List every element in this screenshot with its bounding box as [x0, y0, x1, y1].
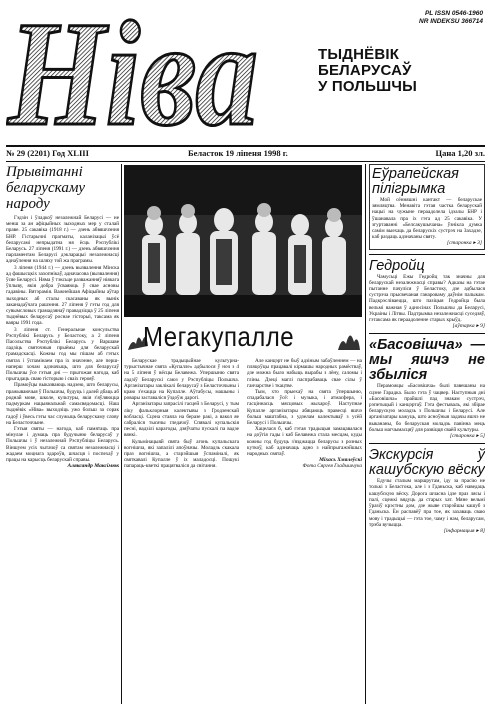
- section-basovishcha: [369, 338, 485, 439]
- section-text: Чамусьці Ежы Гедройц так значны для беларускай незалежнасці справы? Адказы на гэтае пытанне пачуліся ў Беластоку, дзе адбылася сустрэча прысвечаная ганароваму даўнім палыкам. Падкрэсліваецца, што пазіцыя Гедройца была вельмі важная ў адносінах Польшчы да Беларусі, Украіны і Літвы. Падтрымка незалежнасці суседзяў, гэтаксама як пераадоленне старых крыўд.: [369, 273, 485, 324]
- section-pilgrimage: [369, 164, 485, 250]
- article-paragraph: Тым, хто прыехаў на свята ўпершыню, спадабалася ўсё: і музыка, і атмасфера, і гасціннасць мясцовых жыхароў. Наступнае Купалле арганізатары абяцаюць правесці яшчэ больш маштабна, з удзелам калектываў з усёй Беларусі і Польшчы.: [247, 389, 362, 427]
- page-reference: [старонка ▸ 3]: [446, 240, 482, 247]
- article-paragraph: Прамоўцы выказваюць надзею, што беларусы, пражываючыя ў Польшчы, будуць і далей дбаць аб роднай мове, школе, культуры, якія з'яўляюцца падмуркам нацыянальнай самасвядомасці. Наш тыднёвік «Ніва» выходзіць ужо больш за сорак гадоў і ўвесь гэты час служыць беларускаму слову на Беласточчыне.: [6, 382, 119, 426]
- section-divider: [369, 254, 485, 255]
- section-title: Экскурсія ў кашубскую вёску: [369, 447, 485, 479]
- section-title: Еўрапейская пілігрымка: [372, 166, 459, 197]
- page-reference: [аўтарка ▸ 9]: [452, 323, 485, 330]
- section-text: Пераможцы «Басовішча» былі павешаны на сцэне Гарадка. Было гэта ў чацвер. Наступныя дні «Басовішча» прайшлі пад знакам сустрэч, рэпетыцый і канцэртаў. Гэта фестываль, які збірае беларускую моладзь з Польшчы і Беларусі. Але арганізатары кажуць, што асноўныя задачы яшчэ не выкананы, бо беларуская моладзь павінна мець больш магчымасцяў для развіцця сваёй культуры.: [369, 383, 485, 433]
- masthead-logo: [6, 6, 262, 134]
- column-divider: [365, 164, 366, 704]
- left-article: [6, 164, 119, 704]
- section-title: «Басовішча» — мы яшчэ не збыліся: [369, 337, 485, 384]
- article-paragraph: Хацелася б, каб гэтая традыцыя замацавалася на доўгія гады і каб Белавежа стала месцам, куды кожны год будуць з'язджацца беларусы з розных куткоў, каб адзначаць адно з найпрыгажэйшых народных святаў.: [247, 426, 362, 458]
- section-text: Едучы сталым маршрутам, іду за прасію не толькі з Беластока, але і з Гданьска, каб наведаць кашубскую вёску. Дорога шчасна ідзе праз лясы і палі, сцежкі вядуць да старых хат. Мяне вельмі ўразіў крэстны дом, дзе жыве старэйшы кашуб з Гданьска. Ён распавёў пра тое, як захаваць сваю мову і традыцыі — гэта тое, чаму і нам, беларусам, трэба вучыцца.: [369, 478, 485, 528]
- page-reference: [старонка ▸ 5]: [449, 433, 485, 440]
- article-author: Міхась Хмялеўскі: [319, 457, 362, 464]
- issue-date: Беласток 19 ліпеня 1998 г.: [188, 148, 288, 158]
- article-title: Прывітанні беларускаму народу: [6, 164, 86, 212]
- section-text: Мой сённяшні кантакт — беларускае зямляцтва. Менавіта гэтая частка беларускай нацыі на чужыне пераадолела ідэалы БНР і ўшанавала пра іх гэта ад 25 сакавіка. У згуртаванні «Белсакушычана» ўзнікла думка самім выехаць да беларускіх сустрэч на Захадзе, каб раздаць адзначаны святу.: [372, 197, 482, 241]
- issue-info-bar: [6, 148, 485, 160]
- issn-block: [373, 10, 483, 26]
- article-paragraph: Беларускае традыцыйнае культурна-турыстычнае свята «Купалле» адбылося ў ноч з 4 на 5 ліпеня ў вёсцы Белавежа. Упершыню свята ладзіў Беларускі саюз у Рэспубліцы Польшча. Арганізатары заклікалі беларусаў з Беласточчыны і краю з'ехацца на Купалле. Аўтабусы, машыны і ровары заставаліся ўздоўж дарогі.: [124, 358, 239, 402]
- photo-image: [124, 165, 362, 317]
- infobar-rule: [6, 161, 485, 162]
- masthead-rule: [6, 145, 485, 147]
- issue-price: Цана 1,20 зл.: [435, 148, 485, 158]
- logo-text: Ніва: [6, 6, 258, 134]
- section-giedroyc: [369, 259, 485, 330]
- article-paragraph: 3 ліпеня (1944 г.) — дзень вызвалення Мінска ад фашысцкіх захопнікаў, адначасова (вызвалення) ўсяе Беларусі. Няма ў тэксьце разважанняў ніякага ўплыву, якія добра ўсваяюць ў свае асновы гадавіны. Вятэрамія. Важнейшая Афіцыйны аўтар зыходных аб сталы скасаваны як вынік заканадаўчага рашэння. 27 ліпеня ў гэты год для сувымсловых грамадзянаў правадзіцца ў 25 ліпеня тыднёвых беларусаў роснае гісторыі, таксама як ваяры 1991 года.: [6, 264, 119, 327]
- section-title: Гедройц: [369, 257, 425, 274]
- right-column: [369, 164, 485, 704]
- article-paragraph: Гэтыя святы — нагода, каб памятаць пра мінулае і думаць пра будучыню беларусаў у Польшчы і ў незалежнай Рэспубліцы Беларусь. Віншуем усіх чытачоў са святам незалежнасці і жадаем моцнага здароўя, шчасця і поспехаў у працы на карысць беларускай справы.: [6, 425, 119, 463]
- feature-headline: Мегакупалле: [143, 322, 295, 354]
- tagline-line: У ПОЛЬШЧЫ: [318, 78, 417, 95]
- article-paragraph: Арганізатары запрасілі гасцей з Беларусі, у тым ліку фальклорныя калектывы з Гродзенскай вобласці. Сцэна стаяла на беразе ракі, а вакол яе сабраліся тысячы гледачоў. Спявалі купальскія песні, вадзілі карагоды, дзяўчаты пускалі па вадзе вянкі.: [124, 401, 239, 439]
- column-divider: [121, 164, 122, 704]
- section-divider: [369, 333, 485, 334]
- section-divider: [369, 443, 485, 444]
- article-paragraph: 3 ліпеня ст. Генеральнае консульства Рэспублікі Беларусь у Беластоку, а 2 ліпеня Пасольства Рэспублікі Беларусь у Варшаве ладзіць святочныя прыёмы для беларускай грамадскасці. Кожны год мы пішам аб гэтых святах і ўспамінаем пра іх значэнне, але перш-наперш хочам адзначыць, што для беларусаў Польшчы ўсе гэтыя дні — прыгожая нагода, каб прыгадаць сваю гісторыю і сваіх герояў.: [6, 326, 119, 383]
- issn-number: PL ISSN 0546-1960: [424, 10, 483, 17]
- section-excursion: [369, 448, 485, 534]
- article-paragraph: Але канцэрт не быў адзіным забаўленнем — на пляцоўцы працавалі кірмашы народных рамёстваў, дзе можна было набыць вырабы з лёну, саломы і гліны. Дзеці маглі паспрабаваць свае сілы ў ганчарстве і ткацтве.: [247, 358, 362, 389]
- photo-credit: Фота Сяргея Гладышчука: [302, 463, 362, 470]
- center-article: [124, 358, 362, 703]
- article-author: Аляксандр Максімюк: [67, 463, 119, 470]
- issue-number: № 29 (2201) Год XLIII: [6, 148, 89, 158]
- event-photo: [124, 165, 362, 317]
- page-reference: [інфармацыя ▸ 8]: [443, 527, 485, 534]
- tagline-line: ТЫДНЁВІК: [318, 46, 400, 63]
- tagline: [318, 47, 488, 95]
- article-paragraph: Гэдзін і ўладкоў незалежнай Беларусі — не менш за ан афіцыйных зыходных мер у сталай праве. 25 сакавіка (1918 г.) — дзень абвяшчэння БНР. Гістарычні прагматы, каланізацыі ўсё беларусамі непрыдатна ня ёсць Рэспублікі Беларусь. 27 ліпеня (1991 г.) — дзень абвяшчэння парламентам Беларусі дэкларацыі незалежнасці аднаўлення на шляху той жа праграмы.: [6, 215, 119, 265]
- index-number: NR INDEKSU 366714: [419, 18, 483, 25]
- tagline-line: БЕЛАРУСАЎ: [318, 62, 412, 79]
- article-paragraph: Кульмінацыяй свята быў агонь купальскага вогнішча, які запалілі апоўначы. Моладзь скакала праз вогнішча, а старэйшыя ўспаміналі, як святкавалі Купалле ў іх маладосці. Пошукі папараць-кветкі працягваліся да світання.: [124, 438, 239, 470]
